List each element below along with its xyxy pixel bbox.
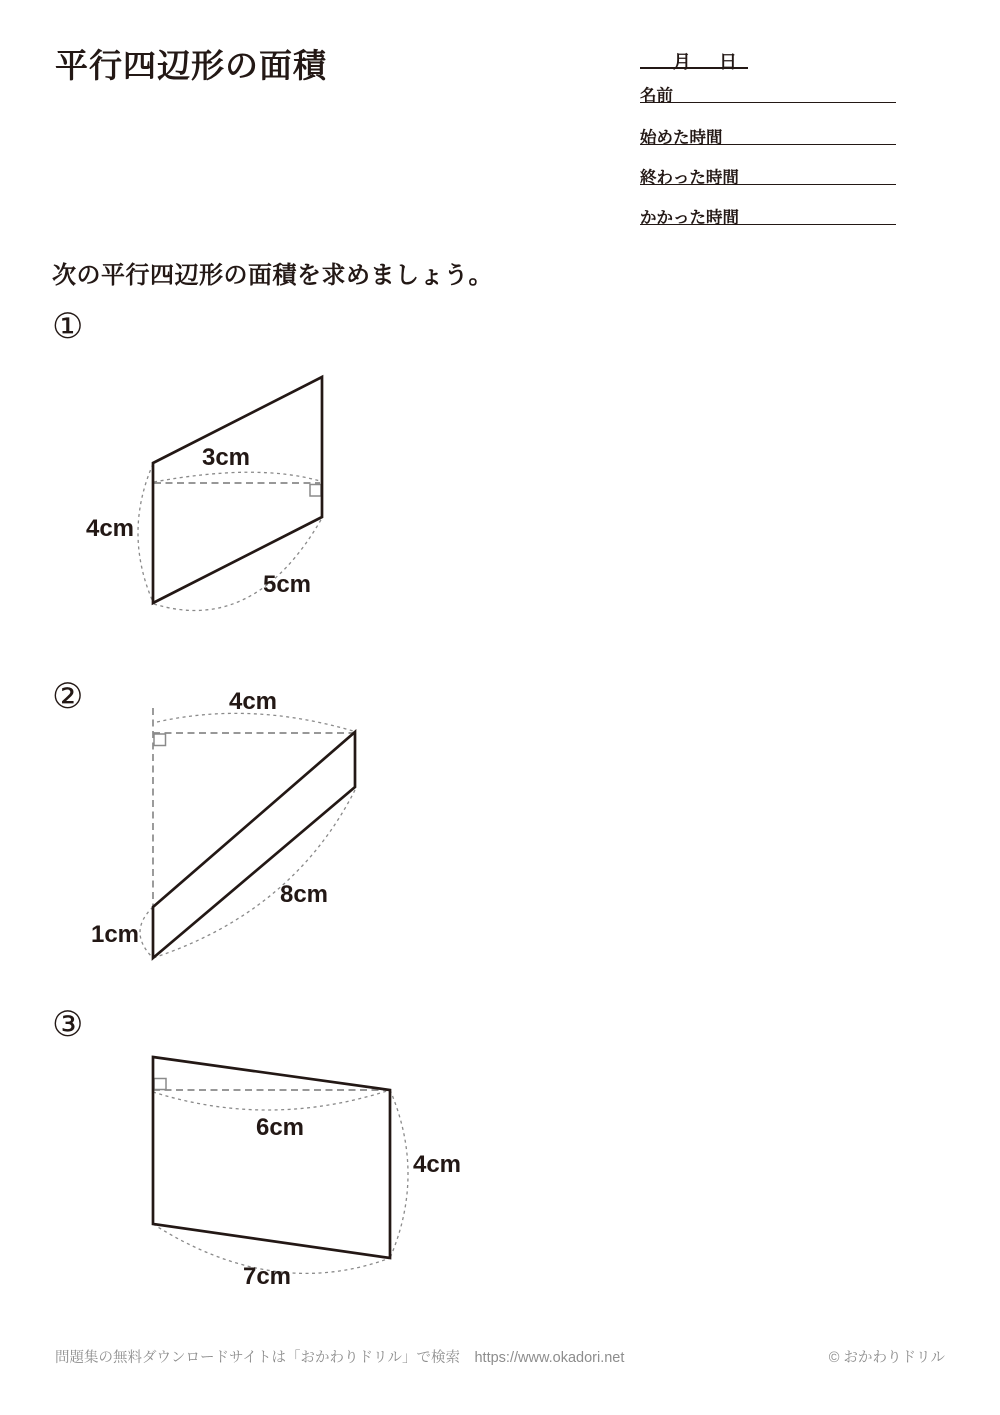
header-fill-in-block (640, 0, 898, 235)
instruction-text: 次の平行四辺形の面積を求めましょう。 (52, 262, 493, 289)
day-label: 日 (719, 52, 737, 72)
elapsed-time-field (640, 204, 896, 225)
problem-3-number: ③ (52, 1005, 84, 1044)
parallelogram-outline (153, 1057, 390, 1258)
start-time-field (640, 124, 896, 145)
footer-copyright: © おかわりドリル (828, 1350, 945, 1366)
dimension-label-height: 6cm (255, 1114, 305, 1141)
dimension-label-height: 3cm (201, 444, 251, 471)
parallelogram-figure-1 (60, 350, 400, 625)
base-arc (140, 907, 153, 958)
end-time-field-label: 終わった時間 (640, 169, 739, 187)
height-arc (157, 713, 353, 731)
dimension-label-base: 1cm (90, 921, 140, 948)
base-arc (390, 1090, 408, 1258)
dimension-label-base: 4cm (85, 515, 135, 542)
base-arc (138, 464, 153, 602)
month-label: 月 (673, 52, 691, 72)
date-line (640, 48, 748, 72)
end-time-field (640, 164, 896, 185)
parallelogram-outline (153, 732, 355, 958)
right-angle-mark (154, 734, 166, 746)
right-angle-mark (310, 485, 321, 497)
elapsed-time-field-label: かかった時間 (640, 209, 739, 227)
dimension-label-side: 5cm (262, 571, 312, 598)
footer-site-info: 問題集の無料ダウンロードサイトは「おかわりドリル」で検索 https://www.okadori.net (55, 1350, 625, 1366)
page-title: 平行四辺形の面積 (55, 47, 327, 84)
problem-2-number: ② (52, 677, 84, 716)
dimension-label-side: 8cm (279, 881, 329, 908)
name-field (640, 82, 896, 103)
page-footer (55, 1346, 945, 1367)
right-angle-mark (154, 1079, 166, 1090)
parallelogram-figure-3 (40, 1000, 500, 1300)
name-field-label: 名前 (640, 87, 673, 105)
dimension-label-base: 4cm (412, 1151, 462, 1178)
height-arc (153, 1090, 390, 1110)
height-arc (154, 472, 320, 482)
parallelogram-figure-2 (40, 677, 460, 980)
dimension-label-side: 7cm (242, 1263, 292, 1290)
dimension-label-height: 4cm (228, 688, 278, 715)
start-time-field-label: 始めた時間 (640, 129, 723, 147)
problem-1-number: ① (52, 307, 84, 346)
parallelogram-outline (153, 377, 322, 603)
